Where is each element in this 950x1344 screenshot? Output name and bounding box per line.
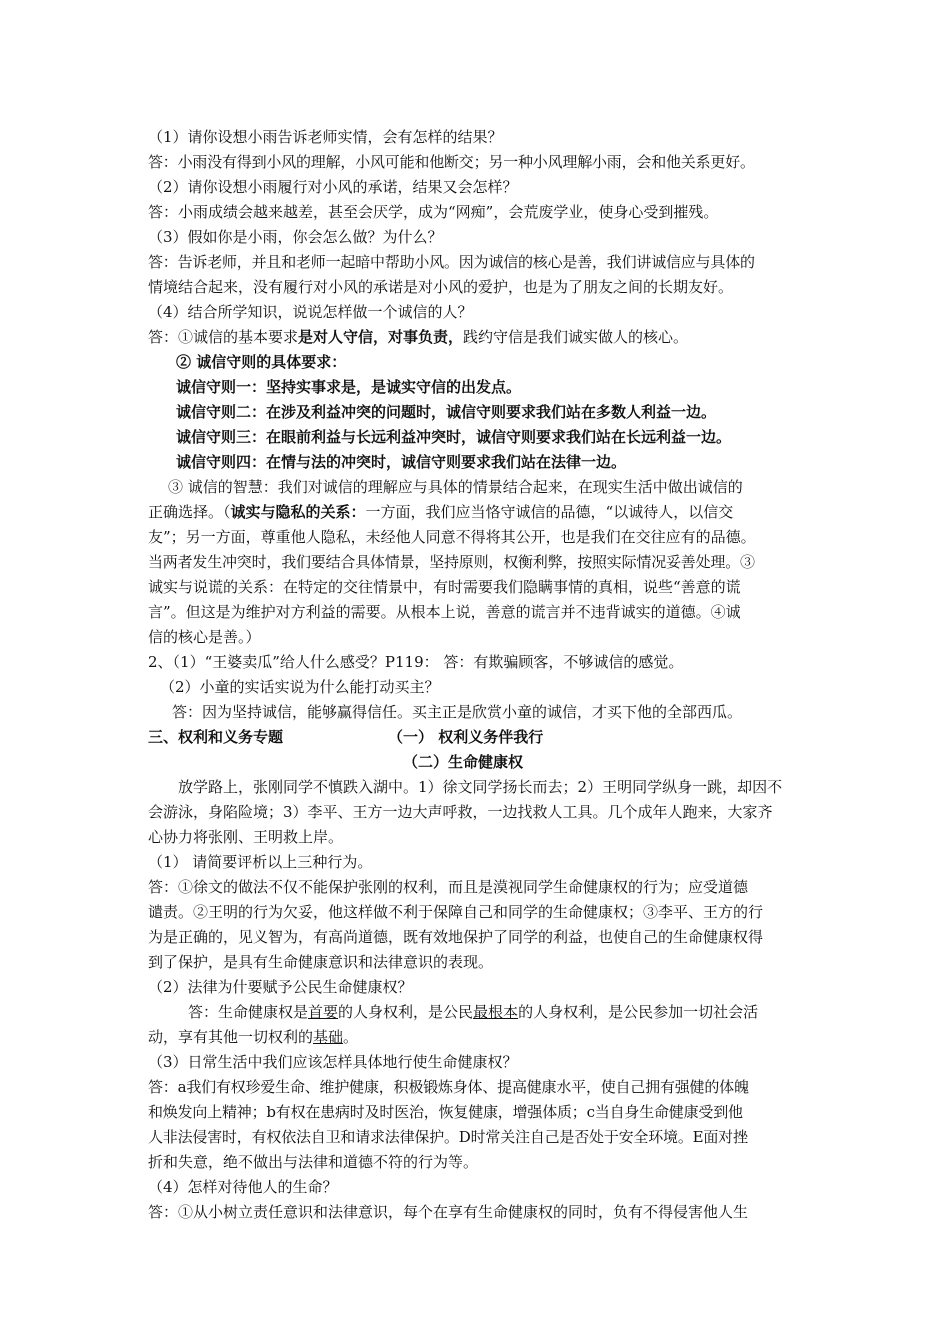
text-run: 。	[343, 1028, 359, 1046]
answer-3-line-1: 答：告诉老师，并且和老师一起暗中帮助小风。因为诚信的核心是善，我们讲诚信应与具体的	[148, 253, 755, 271]
rule-4: 诚信守则四：在情与法的冲突时，诚信守则要求我们站在法律一边。	[176, 453, 627, 471]
question-1-line: （1）请你设想小雨告诉老师实情，会有怎样的结果？	[148, 128, 503, 146]
bold-run: 是对人守信，对事负责，	[298, 328, 464, 346]
text-run: 一方面，我们应当恪守诚信的品德，“以诚待人，以信交	[365, 503, 734, 521]
section-2-question-2: （2）小童的实话实说为什么能打动买主？	[160, 678, 440, 696]
case-answer-1-line-4: 到了保护，是具有生命健康意识和法律意识的表现。	[148, 953, 494, 971]
question-4-line: （4）结合所学知识，说说怎样做一个诚信的人？	[148, 303, 473, 321]
wisdom-line-2	[148, 501, 808, 523]
wisdom-line-5: 诚实与说谎的关系：在特定的交往情景中，有时需要我们隐瞒事情的真相，说些“善意的谎	[148, 578, 741, 596]
wisdom-line-1: ③ 诚信的智慧：我们对诚信的理解应与具体的情景结合起来，在现实生活中做出诚信的	[168, 478, 743, 496]
text-run: 动，享有其他一切权利的	[148, 1028, 314, 1046]
wisdom-line-7: 信的核心是善。）	[148, 628, 261, 646]
case-answer-1-line-3: 为是正确的，见义智为，有高尚道德，既有效地保护了同学的利益，也使自己的生命健康权得	[148, 928, 764, 946]
text-run: 的人身权利，是公民	[338, 1003, 474, 1021]
case-answer-3-line-2: 和焕发向上精神；b有权在患病时及时医治，恢复健康，增强体质；c当自身生命健康受到他	[148, 1103, 743, 1121]
case-answer-2-line-2	[148, 1026, 808, 1048]
bold-run: 诚实与隐私的关系：	[230, 503, 366, 521]
subsection-2-title: （二）生命健康权	[403, 753, 524, 771]
wisdom-line-4: 当两者发生冲突时，我们要结合具体情景，坚持原则，权衡利弊，按照实际情况妥善处理。③	[148, 553, 755, 571]
text-run: 的人身权利，是公民参加一切社会活	[518, 1003, 759, 1021]
answer-3-line-2: 情境结合起来，没有履行对小风的承诺是对小风的爱护，也是为了朋友之间的长期友好。	[148, 278, 734, 296]
case-answer-1-line-1: 答：①徐文的做法不仅不能保护张刚的权利，而且是漠视同学生命健康权的行为；应受道德	[148, 878, 749, 896]
rules-heading: ② 诚信守则的具体要求：	[176, 353, 347, 371]
question-2-line: （2）请你设想小雨履行对小风的承诺，结果又会怎样？	[148, 178, 518, 196]
answer-4-line-1	[148, 326, 808, 348]
case-line-2: 会游泳，身陷险境；3）李平、王方一边大声呼救，一边找救人工具。几个成年人跑来，大家齐	[148, 803, 773, 821]
answer-1-line: 答：小雨没有得到小风的理解，小风可能和他断交；另一种小风理解小雨，会和他关系更好。	[148, 153, 755, 171]
section-3-title: 三、权利和义务专题	[148, 728, 284, 746]
case-answer-4-line-1: 答：①从小树立责任意识和法律意识，每个在享有生命健康权的同时，负有不得侵害他人生	[148, 1203, 749, 1221]
text-run: 践约守信是我们诚实做人的核心。	[463, 328, 689, 346]
underlined-run: 首要	[308, 1003, 339, 1021]
rule-3: 诚信守则三：在眼前利益与长远利益冲突时，诚信守则要求我们站在长远利益一边。	[176, 428, 732, 446]
case-question-4: （4）怎样对待他人的生命？	[148, 1178, 338, 1196]
case-answer-1-line-2: 谴责。②王明的行为欠妥，他这样做不利于保障自己和同学的生命健康权；③李平、王方的行	[148, 903, 764, 921]
question-3-line: （3）假如你是小雨，你会怎么做？为什么？	[148, 228, 443, 246]
case-answer-3-line-4: 折和失意，绝不做出与法律和道德不符的行为等。	[148, 1153, 479, 1171]
case-question-1: （1） 请简要评析以上三种行为。	[148, 853, 373, 871]
subsection-1-title: （一） 权利义务伴我行	[388, 728, 544, 746]
underlined-run: 最根本	[473, 1003, 519, 1021]
case-line-3: 心协力将张刚、王明救上岸。	[148, 828, 344, 846]
underlined-run: 基础	[313, 1028, 344, 1046]
case-answer-3-line-3: 人非法侵害时，有权依法自卫和请求法律保护。D时常关注自己是否处于安全环境。E面对挫	[148, 1128, 748, 1146]
case-line-1: 放学路上，张刚同学不慎跌入湖中。1）徐文同学扬长而去；2）王明同学纵身一跳，却因不	[178, 778, 783, 796]
section-2-answer-2: 答：因为坚持诚信，能够赢得信任。买主正是欣赏小童的诚信，才买下他的全部西瓜。	[172, 703, 743, 721]
wisdom-line-6: 言”。但这是为维护对方利益的需要。从根本上说，善意的谎言并不违背诚实的道德。④诚	[148, 603, 741, 621]
case-question-2: （2）法律为什要赋予公民生命健康权？	[148, 978, 413, 996]
text-run: 正确选择。（	[148, 503, 231, 521]
text-run: 答：生命健康权是	[188, 1003, 309, 1021]
rule-2: 诚信守则二：在涉及利益冲突的问题时，诚信守则要求我们站在多数人利益一边。	[176, 403, 717, 421]
case-answer-3-line-1: 答：a我们有权珍爱生命、维护健康，积极锻炼身体、提高健康水平，使自己拥有强健的体魄	[148, 1078, 749, 1096]
section-2-question-1: 2、（1）“王婆卖瓜”给人什么感受？P119： 答：有欺骗顾客，不够诚信的感觉。	[148, 653, 684, 671]
case-answer-2-line-1	[188, 1001, 848, 1023]
rule-1: 诚信守则一：坚持实事求是，是诚实守信的出发点。	[176, 378, 522, 396]
text-run: 答：①诚信的基本要求	[148, 328, 299, 346]
wisdom-line-3: 友”；另一方面，尊重他人隐私，未经他人同意不得将其公开，也是我们在交往应有的品德。	[148, 528, 756, 546]
answer-2-line: 答：小雨成绩会越来越差，甚至会厌学，成为“网痴”，会荒废学业，使身心受到摧残。	[148, 203, 719, 221]
case-question-3: （3）日常生活中我们应该怎样具体地行使生命健康权？	[148, 1053, 518, 1071]
